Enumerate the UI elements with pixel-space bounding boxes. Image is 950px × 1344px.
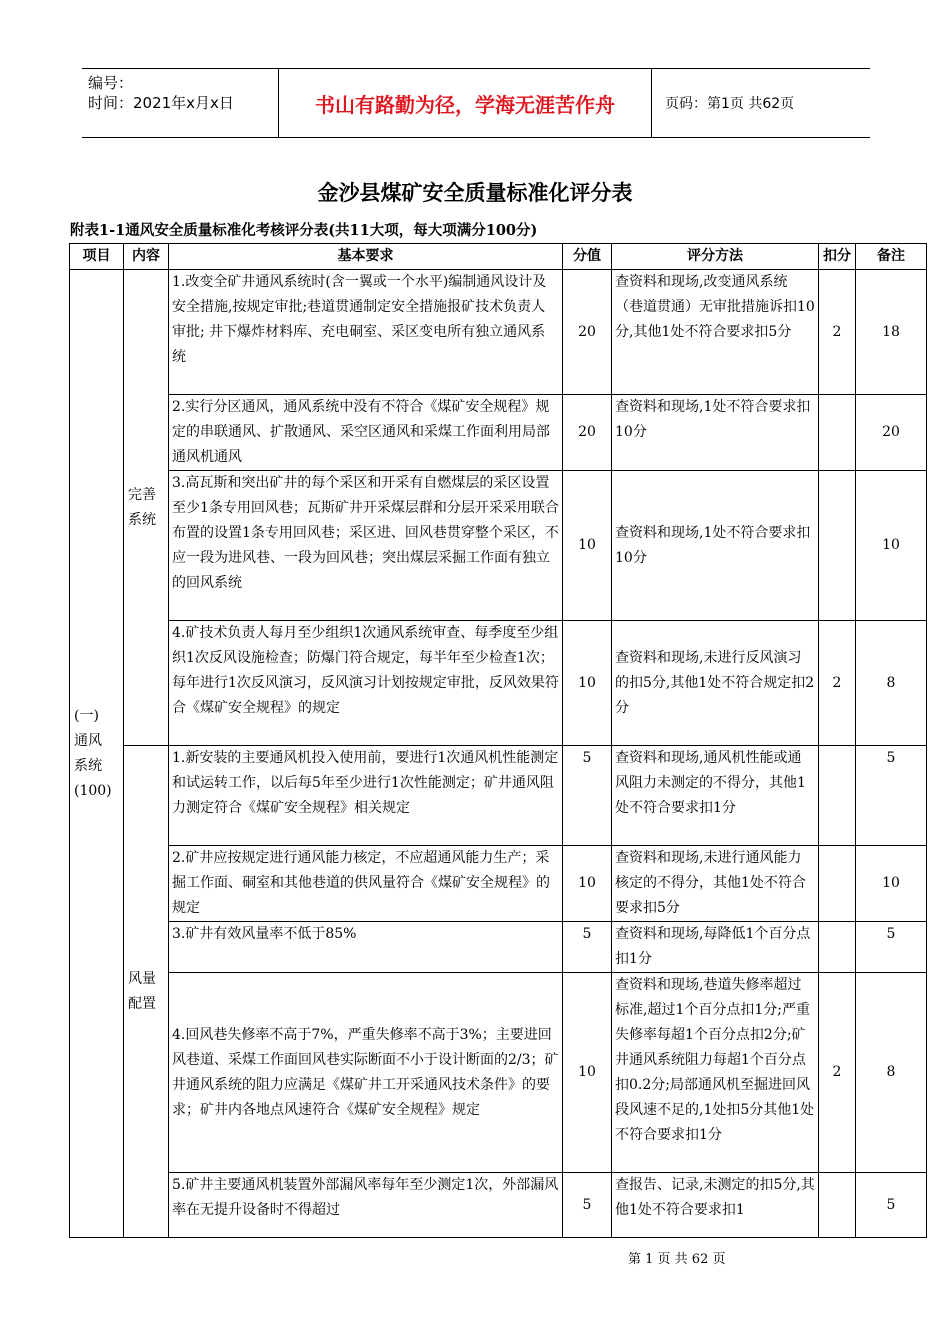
header-page-number: 页码：第1页 共62页 [665,96,795,112]
score-cell: 5 [563,922,612,973]
header-motto: 书山有路勤为径，学海无涯苦作舟 [279,69,652,137]
score-cell: 10 [563,846,612,922]
note-cell: 18 [856,270,927,395]
group-name-line: 配置 [128,995,156,1012]
header-info-cell [82,69,279,137]
deduction-cell [819,395,856,471]
group-name-line: 风量 [128,970,156,987]
header-method: 评分方法 [612,244,819,270]
header-requirement: 基本要求 [169,244,563,270]
document-time-label: 时间：2021年x月x日 [88,94,234,112]
deduction-cell [819,1173,856,1238]
requirement-cell: 2.实行分区通风，通风系统中没有不符合《煤矿安全规程》规定的串联通风、扩散通风、采空区通风和采煤工作面利用局部通风机通风 [169,395,563,471]
score-cell: 5 [563,746,612,846]
document-title: 金沙县煤矿安全质量标准化评分表 [317,180,633,205]
note-cell: 10 [856,846,927,922]
requirement-cell: 3.高瓦斯和突出矿井的每个采区和开采有自燃煤层的采区设置至少1条专用回风巷；瓦斯矿井开采煤层群和分层开采采用联合布置的设置1条专用回风巷；采区进、回风巷贯穿整个采区，不应一段为进风巷、一段为回风巷；突出煤层采掘工作面有独立的回风系统 [169,471,563,621]
method-cell: 查资料和现场,未进行反风演习的扣5分,其他1处不符合规定扣2分 [612,621,819,746]
table-caption: 附表1-1通风安全质量标准化考核评分表(共11大项，每大项满分100分) [70,222,538,239]
category-cell [70,270,124,1238]
note-cell: 5 [856,922,927,973]
score-cell: 5 [563,1173,612,1238]
score-cell: 20 [563,270,612,395]
deduction-cell: 2 [819,621,856,746]
table-row [70,270,927,395]
category-line: 通风 [74,732,102,749]
requirement-cell: 2.矿井应按规定进行通风能力核定，不应超通风能力生产；采掘工作面、硐室和其他巷道的供风量符合《煤矿安全规程》的规定 [169,846,563,922]
method-cell: 查资料和现场,1处不符合要求扣10分 [612,471,819,621]
header-score: 分值 [563,244,612,270]
note-cell: 8 [856,973,927,1173]
requirement-cell: 1.改变全矿井通风系统时(含一翼或一个水平)编制通风设计及安全措施,按规定审批;巷道贯通制定安全措施报矿技术负责人审批; 井下爆炸材料库、充电硐室、采区变电所有独立通风系统 [169,270,563,395]
method-cell: 查资料和现场,1处不符合要求扣10分 [612,395,819,471]
method-cell: 查资料和现场,巷道失修率超过标准,超过1个百分点扣1分;严重失修率每超1个百分点扣2分;矿井通风系统阻力每超1个百分点扣0.2分;局部通风机至掘进回风段风速不足的,1处扣5分其他1处不符合要求扣1分 [612,973,819,1173]
page-header [82,68,870,138]
table-row [70,846,927,922]
table-row [70,1173,927,1238]
group-name-line: 完善 [128,486,156,503]
table-row [70,621,927,746]
group-cell [124,746,169,1238]
score-cell: 20 [563,395,612,471]
table-row [70,471,927,621]
note-cell: 5 [856,746,927,846]
deduction-cell [819,746,856,846]
requirement-cell: 1.新安装的主要通风机投入使用前，要进行1次通风机性能测定和试运转工作，以后每5年至少进行1次性能测定；矿井通风阻力测定符合《煤矿安全规程》相关规定 [169,746,563,846]
note-cell: 20 [856,395,927,471]
document-number-label: 编号： [88,74,134,92]
scoring-table [69,243,927,1238]
score-cell: 10 [563,973,612,1173]
deduction-cell [819,471,856,621]
requirement-cell: 4.回风巷失修率不高于7%，严重失修率不高于3%；主要进回风巷道、采煤工作面回风巷实际断面不小于设计断面的2/3；矿井通风系统的阻力应满足《煤矿井工开采通风技术条件》的要求；矿井内各地点风速符合《煤矿安全规程》规定 [169,973,563,1173]
header-content: 内容 [124,244,169,270]
table-row [70,395,927,471]
deduction-cell: 2 [819,270,856,395]
method-cell: 查报告、记录,未测定的扣5分,其他1处不符合要求扣1 [612,1173,819,1238]
requirement-cell: 5.矿井主要通风机装置外部漏风率每年至少测定1次，外部漏风率在无提升设备时不得超过 [169,1173,563,1238]
group-name-line: 系统 [128,511,156,528]
requirement-cell: 4.矿技术负责人每月至少组织1次通风系统审查、每季度至少组织1次反风设施检查；防爆门符合规定，每半年至少检查1次；每年进行1次反风演习，反风演习计划按规定审批，反风效果符合《煤矿安全规程》的规定 [169,621,563,746]
group-cell [124,270,169,746]
deduction-cell [819,922,856,973]
header-note: 备注 [856,244,927,270]
method-cell: 查资料和现场,未进行通风能力核定的不得分，其他1处不符合要求扣5分 [612,846,819,922]
note-cell: 8 [856,621,927,746]
deduction-cell: 2 [819,973,856,1173]
category-line: (一) [74,707,99,724]
note-cell: 5 [856,1173,927,1238]
note-cell: 10 [856,471,927,621]
table-row [70,973,927,1173]
score-cell: 10 [563,621,612,746]
deduction-cell [819,846,856,922]
category-line: (100) [74,782,112,799]
header-deduction: 扣分 [819,244,856,270]
method-cell: 查资料和现场,改变通风系统（巷道贯通）无审批措施诉扣10分,其他1处不符合要求扣5分 [612,270,819,395]
category-line: 系统 [74,757,102,774]
table-row [70,922,927,973]
score-cell: 10 [563,471,612,621]
requirement-cell: 3.矿井有效风量率不低于85% [169,922,563,973]
method-cell: 查资料和现场,每降低1个百分点扣1分 [612,922,819,973]
table-header-row [70,244,927,270]
method-cell: 查资料和现场,通风机性能或通风阻力未测定的不得分，其他1处不符合要求扣1分 [612,746,819,846]
table-row [70,746,927,846]
page-footer: 第 1 页 共 62 页 [628,1252,726,1267]
header-item: 项目 [70,244,124,270]
